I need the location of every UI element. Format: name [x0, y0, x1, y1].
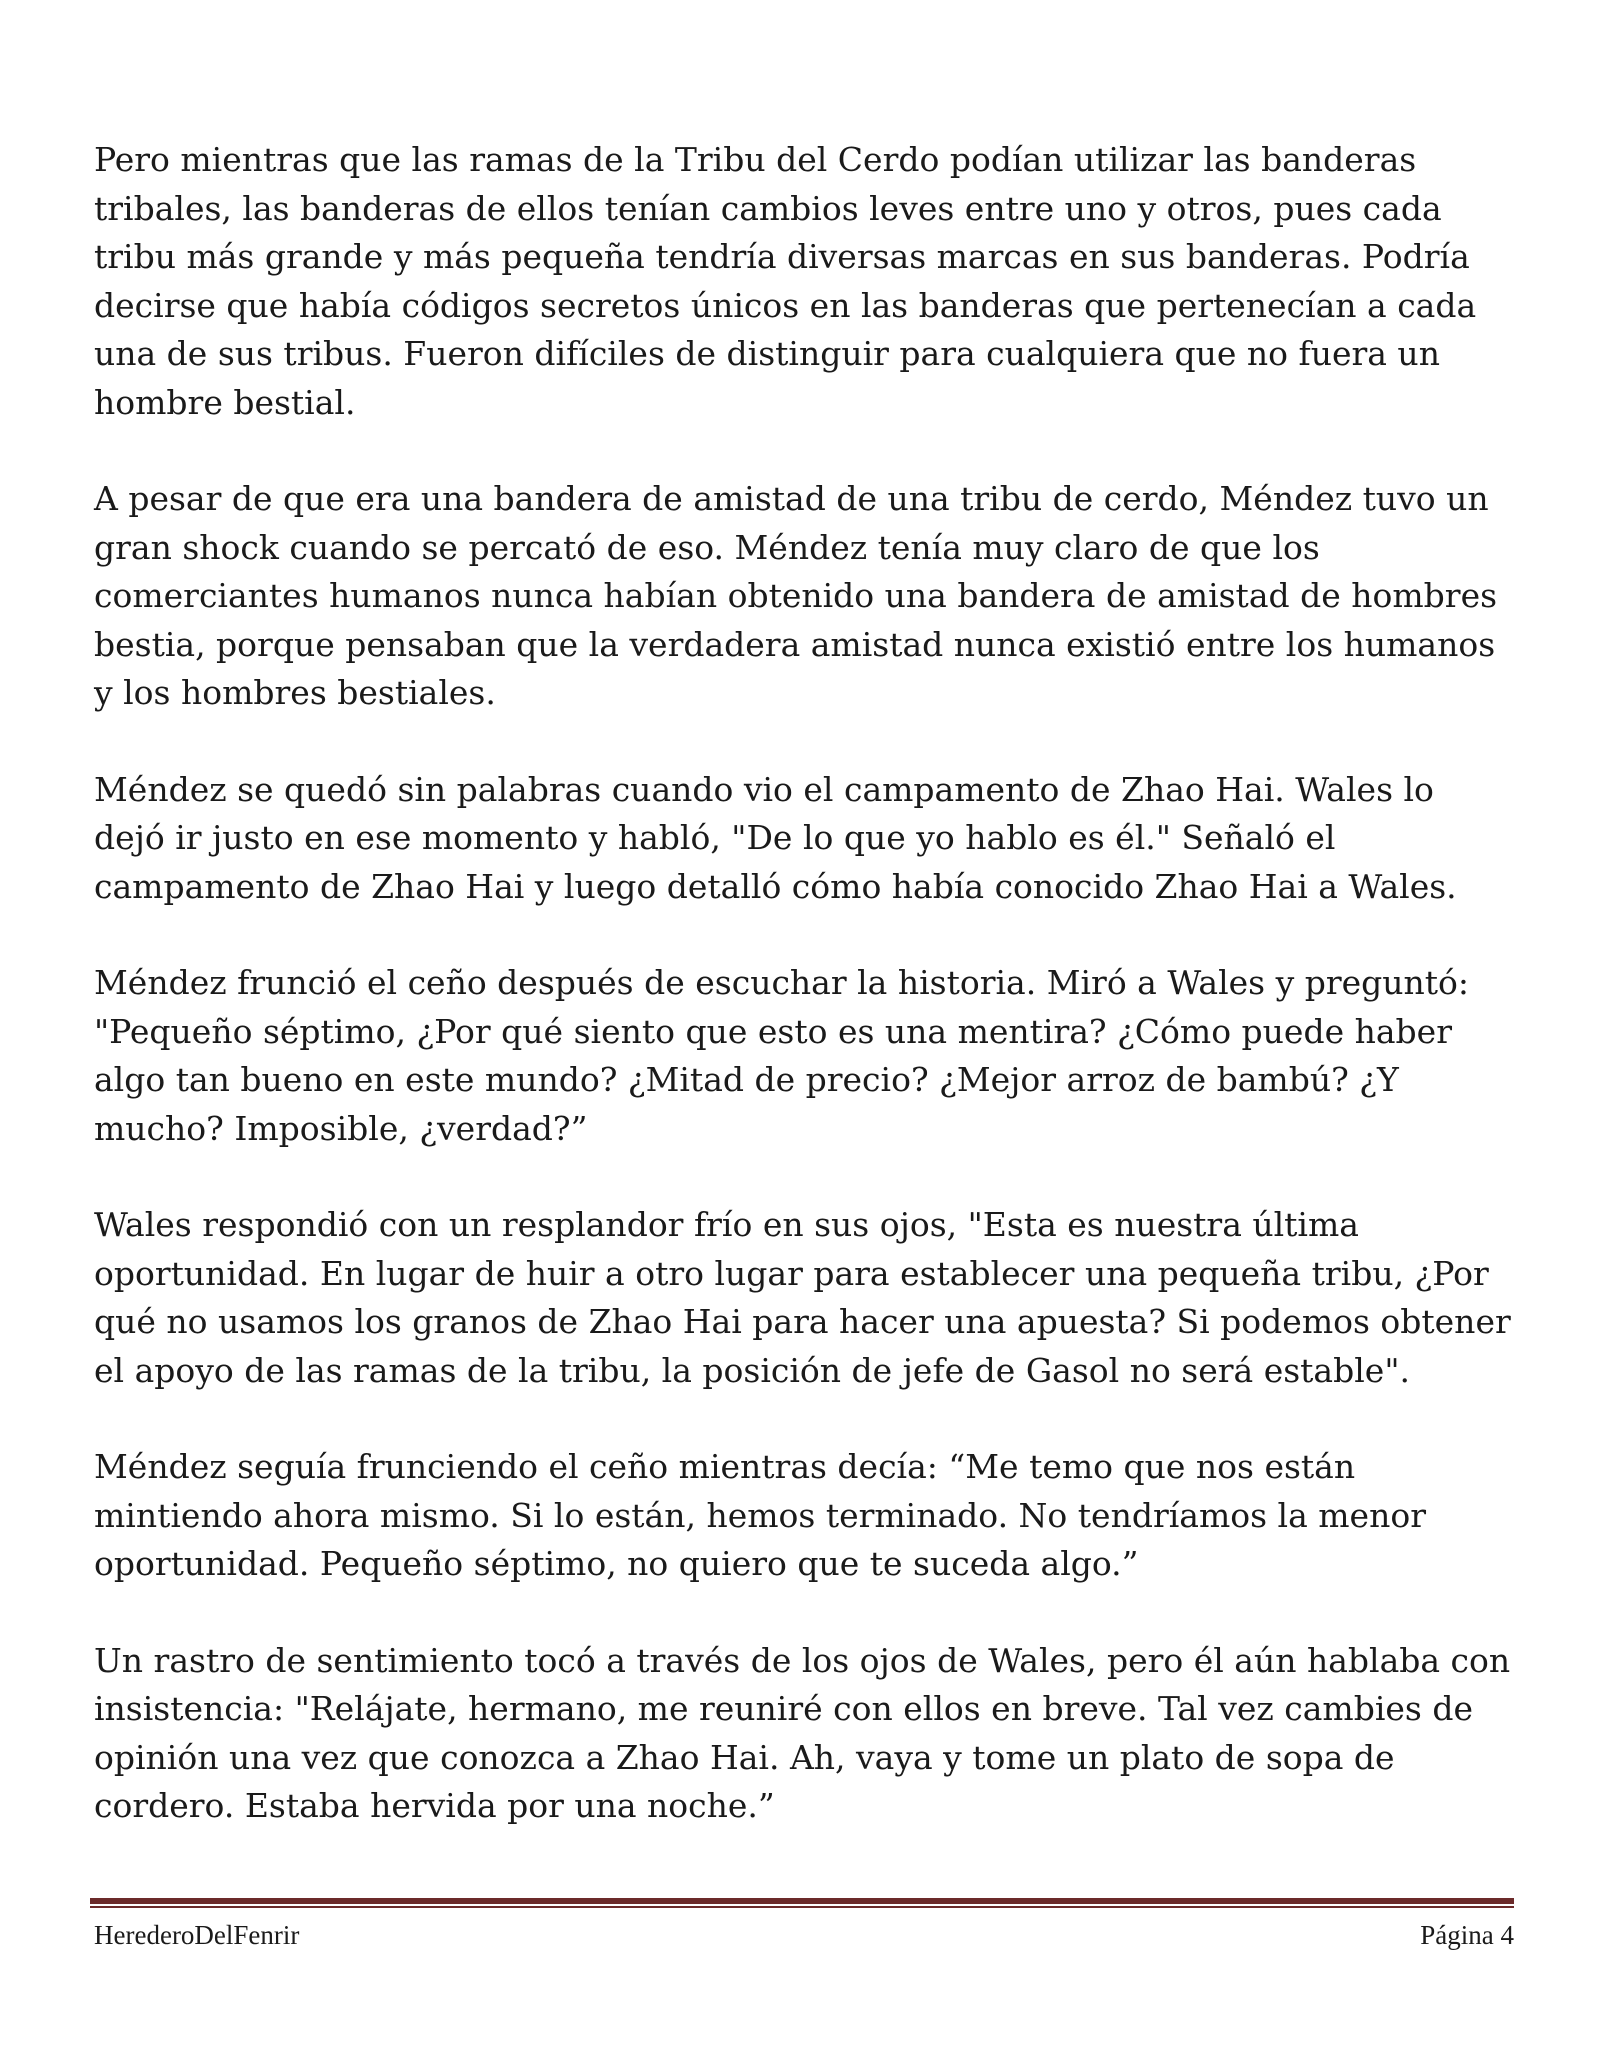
- paragraph-2: A pesar de que era una bandera de amistad de una tribu de cerdo, Méndez tuvo un gran shock cuando se percató de eso. Méndez tenía muy claro de que los comerciantes humanos nunca habían obtenido una bandera de amistad de hombres bestia, porque pensaban que la verdadera amistad nunca existió entre los humanos y los hombres bestiales.: [94, 479, 1498, 712]
- paragraph-6: Méndez seguía frunciendo el ceño mientras decía: “Me temo que nos están mintiendo ahora mismo. Si lo están, hemos terminado. No tendríamos la menor oportunidad. Pequeño séptimo, no quiero que te suceda algo.”: [94, 1447, 1426, 1583]
- paragraph-1: Pero mientras que las ramas de la Tribu del Cerdo podían utilizar las banderas tribales, las banderas de ellos tenían cambios leves entre uno y otros, pues cada tribu más grande y más pequeña tendría diversas marcas en sus banderas. Podría decirse que había códigos secretos únicos en las banderas que pertenecían a cada una de sus tribus. Fueron difíciles de distinguir para cualquiera que no fuera un hombre bestial.: [94, 140, 1477, 422]
- footer-page-number: Página 4: [1420, 1920, 1514, 1950]
- footer-author: HerederoDelFenrir: [94, 1920, 300, 1950]
- paragraph-4: Méndez frunció el ceño después de escuchar la historia. Miró a Wales y preguntó: "Pequeño séptimo, ¿Por qué siento que esto es una mentira? ¿Cómo puede haber algo tan bueno en este mundo? ¿Mitad de precio? ¿Mejor arroz de bambú? ¿Y mucho? Imposible, ¿verdad?”: [94, 963, 1470, 1148]
- paragraph-7: Un rastro de sentimiento tocó a través de los ojos de Wales, pero él aún hablaba con insistencia: "Relájate, hermano, me reuniré con ellos en breve. Tal vez cambies de opinión una vez que conozca a Zhao Hai. Ah, vaya y tome un plato de sopa de cordero. Estaba hervida por una noche.”: [94, 1640, 1511, 1825]
- footer-divider-thick: [90, 1898, 1514, 1904]
- body-text: [94, 136, 1514, 1879]
- footer-divider: [90, 1898, 1514, 1908]
- paragraph-5: Wales respondió con un resplandor frío en sus ojos, "Esta es nuestra última oportunidad. En lugar de huir a otro lugar para establecer una pequeña tribu, ¿Por qué no usamos los granos de Zhao Hai para hacer una apuesta? Si podemos obtener el apoyo de las ramas de la tribu, la posición de jefe de Gasol no será estable".: [94, 1205, 1511, 1390]
- paragraph-3: Méndez se quedó sin palabras cuando vio el campamento de Zhao Hai. Wales lo dejó ir justo en ese momento y habló, "De lo que yo hablo es él." Señaló el campamento de Zhao Hai y luego detalló cómo había conocido Zhao Hai a Wales.: [94, 769, 1457, 906]
- footer-divider-thin: [90, 1906, 1514, 1908]
